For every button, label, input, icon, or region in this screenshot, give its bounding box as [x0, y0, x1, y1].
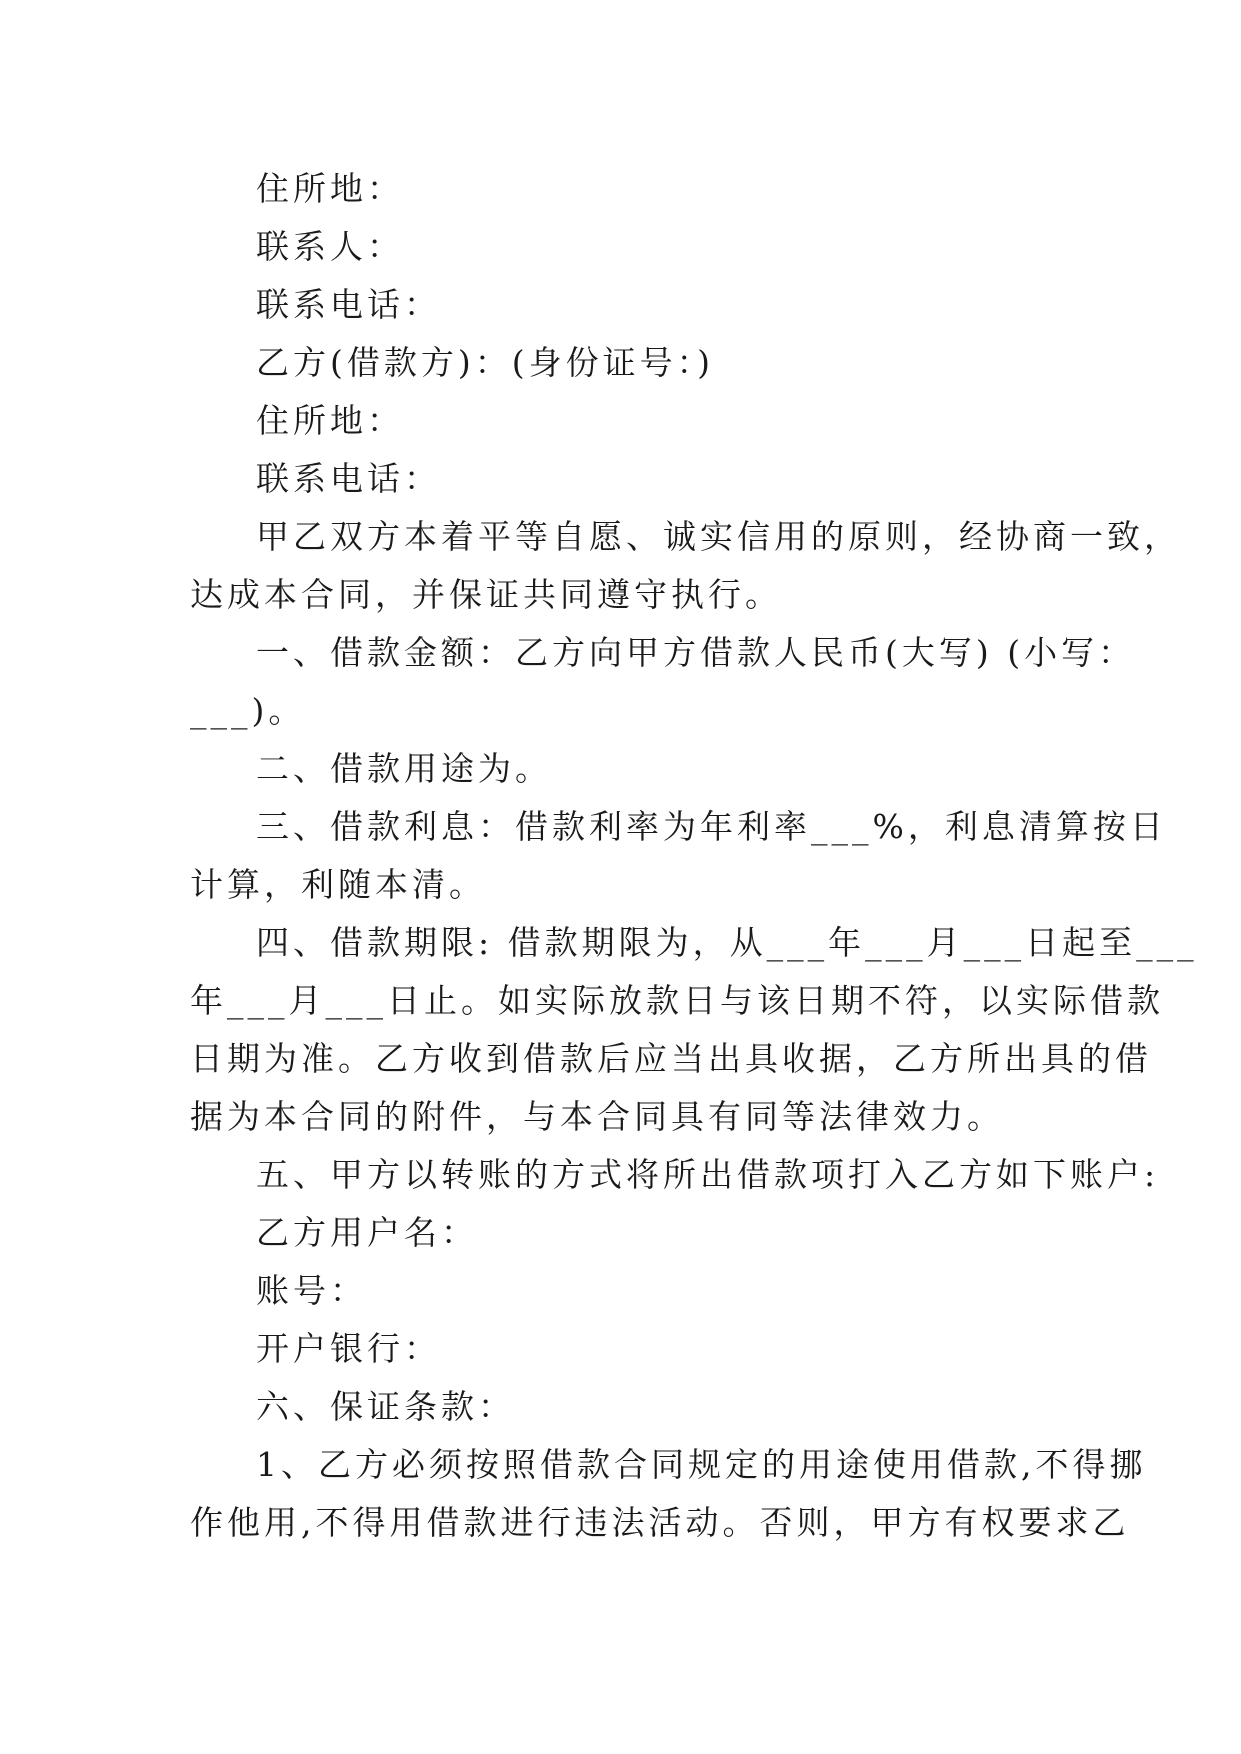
clause-2: 二、借款用途为。: [256, 749, 552, 788]
clause-6-heading: 六、保证条款：: [256, 1387, 515, 1426]
preamble-line-2: 达成本合同，并保证共同遵守执行。: [190, 575, 782, 614]
party-b-heading: 乙方(借款方)：(身份证号：): [256, 343, 714, 382]
party-a-phone-label: 联系电话：: [256, 285, 441, 324]
party-a-address-label: 住所地：: [256, 169, 404, 208]
clause-1-line-2: ___)。: [190, 691, 306, 730]
contract-body: [190, 160, 1198, 1552]
party-b-address-label: 住所地：: [256, 401, 404, 440]
clause-4-line-2: 年___月___日止。如实际放款日与该日期不符，以实际借款: [190, 981, 1164, 1020]
party-b-phone-label: 联系电话：: [256, 459, 441, 498]
account-number-label: 账号：: [256, 1271, 367, 1310]
account-name-label: 乙方用户名：: [256, 1213, 478, 1252]
clause-4-line-3: 日期为准。乙方收到借款后应当出具收据，乙方所出具的借: [190, 1039, 1152, 1078]
clause-6-1-line-2: 作他用,不得用借款进行违法活动。否则，甲方有权要求乙: [190, 1503, 1130, 1542]
clause-3-line-1: 三、借款利息：借款利率为年利率___%，利息清算按日: [256, 807, 1167, 846]
clause-4-line-4: 据为本合同的附件，与本合同具有同等法律效力。: [190, 1097, 1004, 1136]
clause-5: 五、甲方以转账的方式将所出借款项打入乙方如下账户:: [256, 1155, 1160, 1194]
clause-3-line-2: 计算，利随本清。: [190, 865, 486, 904]
clause-4-line-1: 四、借款期限: 借款期限为，从___年___月___日起至___: [256, 923, 1198, 962]
preamble-line-1: 甲乙双方本着平等自愿、诚实信用的原则，经协商一致，: [256, 517, 1181, 556]
clause-1-line-1: 一、借款金额：乙方向甲方借款人民币(大写) (小写：: [256, 633, 1136, 672]
party-a-contact-label: 联系人：: [256, 227, 404, 266]
clause-6-1-line-1: 1、乙方必须按照借款合同规定的用途使用借款,不得挪: [256, 1445, 1147, 1484]
bank-label: 开户银行：: [256, 1329, 441, 1368]
